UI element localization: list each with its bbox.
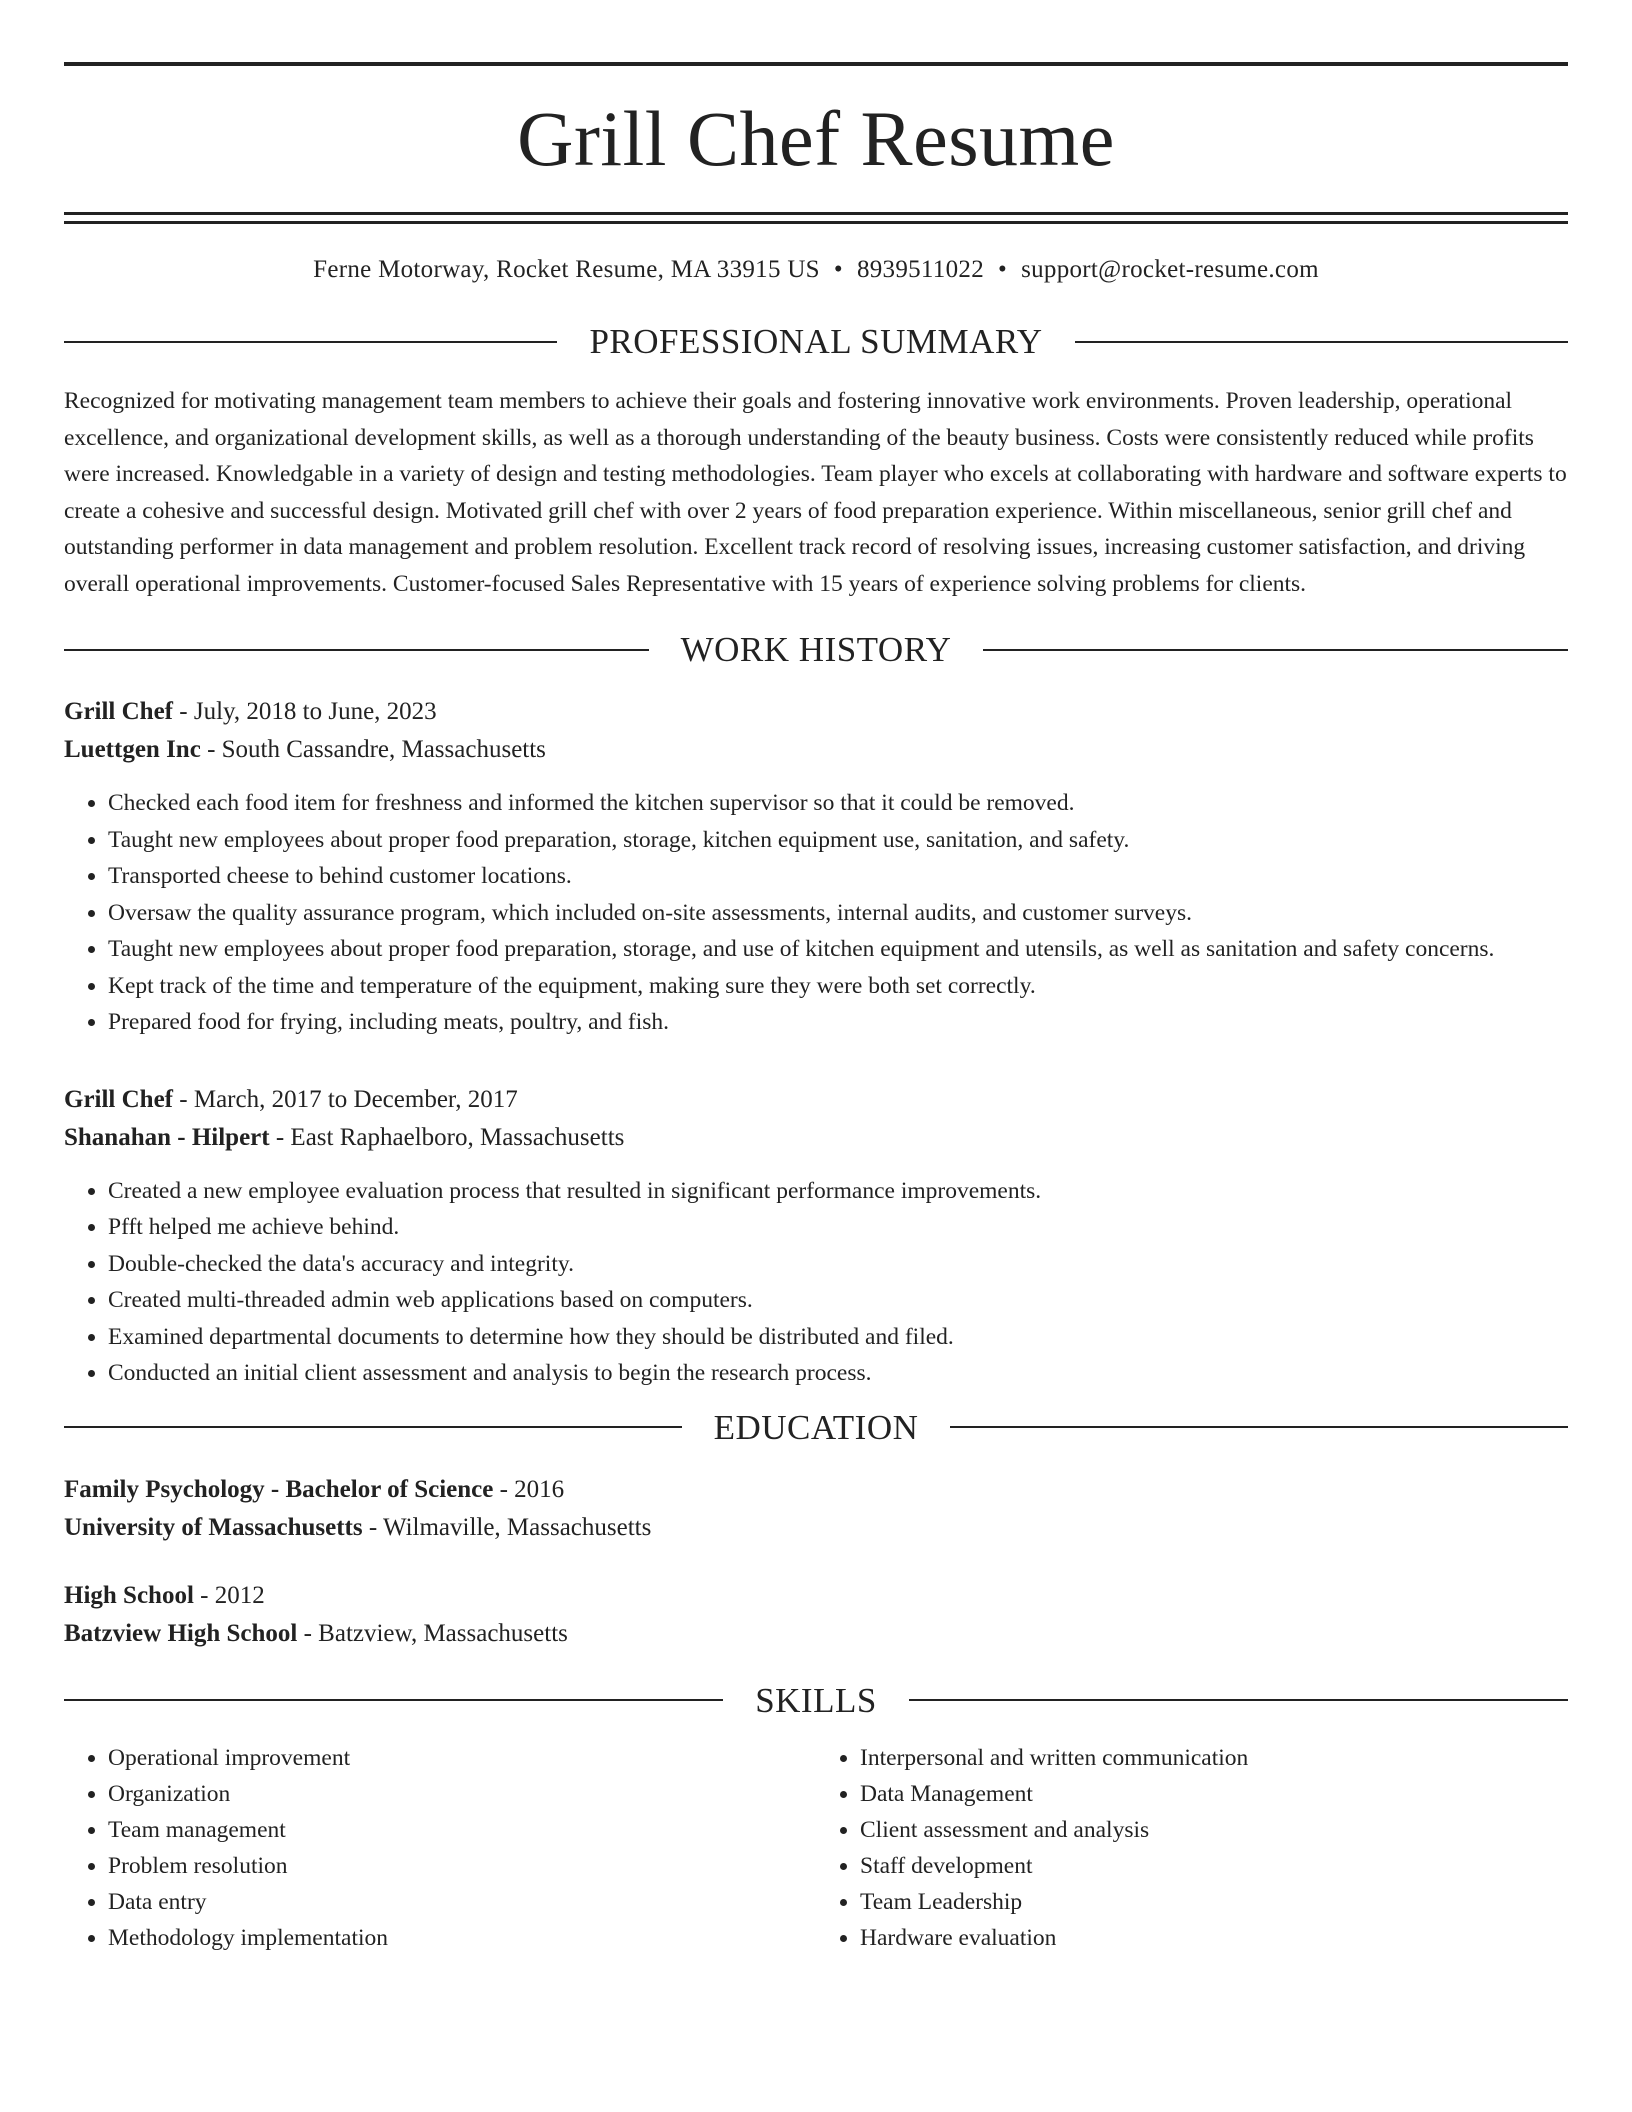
contact-separator: • [998,256,1008,283]
divider-line [909,1699,1568,1701]
education-school-line [64,1509,1568,1547]
education-degree-line [64,1471,1568,1509]
skill-item: • Team Leadership [860,1884,1568,1920]
job-bullet: • Double-checked the data's accuracy and integrity. [108,1246,1568,1283]
section-title-work: WORK HISTORY [680,630,952,669]
section-title-skills: SKILLS [755,1680,877,1720]
job-location: - South Cassandre, Massachusetts [200,736,546,763]
divider-line [64,341,557,343]
education-year: - 2012 [193,1581,265,1609]
section-header-work [64,632,1568,667]
divider-line [983,649,1568,651]
job-bullet: • Created multi-threaded admin web applications based on computers. [108,1282,1568,1319]
job-bullet: • Taught new employees about proper food preparation, storage, kitchen equipment use, sanitation, and safety. [108,822,1568,859]
divider-line [950,1426,1568,1428]
section-title-summary: PROFESSIONAL SUMMARY [589,322,1043,361]
section-header-summary [64,324,1568,359]
job-bullet: • Checked each food item for freshness and informed the kitchen supervisor so that it could be removed. [108,785,1568,822]
contact-line [64,256,1568,284]
skill-item: • Data entry [108,1884,816,1920]
skill-item: • Client assessment and analysis [860,1812,1568,1848]
skill-item: • Organization [108,1776,816,1812]
contact-address: Ferne Motorway, Rocket Resume, MA 33915 US [313,256,820,283]
job-company: Luettgen Inc [64,736,201,763]
job-bullet: • Taught new employees about proper food preparation, storage, and use of kitchen equipment and utensils, as well as sanitation and safety concerns. [108,931,1568,968]
skill-item: • Hardware evaluation [860,1920,1568,1956]
job-entry [64,693,1568,1041]
top-rule [64,62,1568,66]
contact-email: support@rocket-resume.com [1021,256,1319,283]
skill-item: • Data Management [860,1776,1568,1812]
skills-list-left [64,1740,816,1956]
education-degree: Family Psychology - Bachelor of Science [64,1475,494,1503]
job-role: Grill Chef [64,1085,174,1113]
job-title-line [64,1081,1568,1119]
resume-title: Grill Chef Resume [517,95,1115,182]
education-entry [64,1471,1568,1547]
education-school: University of Massachusetts [64,1513,363,1541]
job-bullet: • Kept track of the time and temperature of the equipment, making sure they were both set correctly. [108,968,1568,1005]
job-bullets [64,1173,1568,1392]
job-bullet: • Transported cheese to behind customer locations. [108,858,1568,895]
section-header-education [64,1407,1568,1447]
job-bullet: • Examined departmental documents to determine how they should be distributed and filed. [108,1319,1568,1356]
divider-line [64,1426,682,1428]
skills-list-right [816,1740,1568,1956]
divider-line [64,1699,723,1701]
summary-paragraph: Recognized for motivating management team members to achieve their goals and fostering innovative work environments. Proven leadership, operational excellence, and organizational development skills, as well as a thorough understanding of the beauty business. Costs were consistently reduced while profits were increased. Knowledgable in a variety of design and testing methodologies. Team player who excels at collaborating with hardware and software experts to create a cohesive and successful design. Motivated grill chef with over 2 years of food preparation experience. Within miscellaneous, senior grill chef and outstanding performer in data management and problem resolution. Excellent track record of resolving issues, increasing customer satisfaction, and driving overall operational improvements. Customer-focused Sales Representative with 15 years of experience solving problems for clients. [64,388,1567,597]
education-location: - Batzview, Massachusetts [297,1619,568,1647]
job-bullets [64,785,1568,1041]
skill-item: • Interpersonal and written communication [860,1740,1568,1776]
education-year: - 2016 [493,1475,565,1503]
divider-line [1075,341,1568,343]
job-dates: - March, 2017 to December, 2017 [173,1085,518,1113]
skills-columns [64,1740,1568,1956]
education-school-line [64,1615,1568,1653]
job-bullet: • Oversaw the quality assurance program, which included on-site assessments, internal audits, and customer surveys. [108,895,1568,932]
job-bullet: • Prepared food for frying, including meats, poultry, and fish. [108,1004,1568,1041]
skill-item: • Methodology implementation [108,1920,816,1956]
divider-line [64,649,649,651]
skill-item: • Problem resolution [108,1848,816,1884]
job-bullet: • Created a new employee evaluation process that resulted in significant performance improvements. [108,1173,1568,1210]
job-bullet: • Conducted an initial client assessment and analysis to begin the research process. [108,1355,1568,1392]
skill-item: • Team management [108,1812,816,1848]
contact-phone: 8939511022 [856,256,985,283]
job-company-line [64,1119,1568,1157]
skill-item: • Staff development [860,1848,1568,1884]
job-entry [64,1081,1568,1392]
job-dates: - July, 2018 to June, 2023 [173,698,437,725]
education-degree: High School [64,1581,194,1609]
title-double-rule [64,212,1568,224]
job-bullet: • Pfft helped me achieve behind. [108,1209,1568,1246]
section-header-skills [64,1680,1568,1720]
education-degree-line [64,1577,1568,1615]
job-company: Shanahan - Hilpert [64,1123,270,1151]
education-location: - Wilmaville, Massachusetts [362,1513,652,1541]
job-company-line [64,731,1568,769]
contact-separator: • [833,256,843,283]
job-location: - East Raphaelboro, Massachusetts [269,1123,625,1151]
skill-item: • Operational improvement [108,1740,816,1776]
section-title-education: EDUCATION [713,1407,919,1447]
education-school: Batzview High School [64,1619,298,1647]
job-title-line [64,693,1568,731]
education-entry [64,1577,1568,1653]
job-role: Grill Chef [64,698,174,725]
